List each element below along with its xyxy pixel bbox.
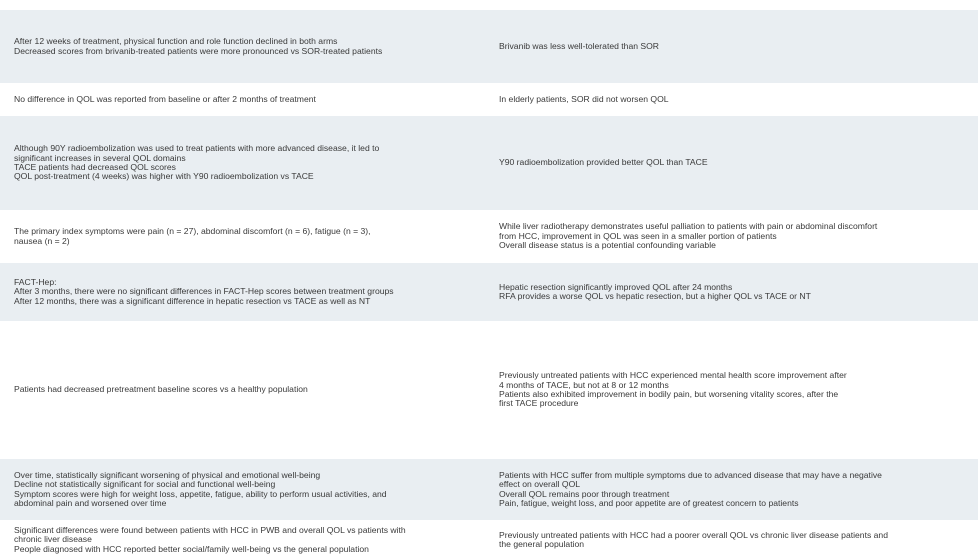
- cell-line: While liver radiotherapy demonstrates useful palliation to patients with pain or abdominal discomfort: [499, 221, 878, 232]
- cell-line: chronic liver disease: [14, 534, 92, 545]
- cell-line: Patients with HCC suffer from multiple symptoms due to advanced disease that may have a negative: [499, 469, 882, 480]
- conclusion-cell: [499, 42, 971, 51]
- table-row: [0, 83, 978, 116]
- findings-cell: [14, 144, 492, 182]
- cell-line: 4 months of TACE, but not at 8 or 12 months: [499, 379, 669, 390]
- cell-line: FACT-Hep:: [14, 276, 57, 287]
- cell-line: Overall QOL remains poor through treatment: [499, 488, 670, 499]
- cell-line: QOL post-treatment (4 weeks) was higher with Y90 radioembolization vs TACE: [14, 171, 314, 182]
- cell-line: Over time, statistically significant worsening of physical and emotional well-being: [14, 469, 321, 480]
- findings-cell: [14, 471, 492, 509]
- cell-line: effect on overall QOL: [499, 479, 581, 490]
- table-row: [0, 520, 978, 560]
- cell-line: Decreased scores from brivanib-treated patients were more pronounced vs SOR-treated patients: [14, 45, 383, 56]
- cell-line: Y90 radioembolization provided better QOL than TACE: [499, 157, 708, 168]
- cell-line: RFA provides a worse QOL vs hepatic resection, but a higher QOL vs TACE or NT: [499, 291, 811, 301]
- findings-cell: [14, 37, 492, 56]
- cell-line: first TACE procedure: [499, 398, 579, 409]
- conclusion-cell: [499, 471, 971, 509]
- cell-line: from HCC, improvement in QOL was seen in a smaller portion of patients: [499, 230, 777, 241]
- cell-line: TACE patients had decreased QOL scores: [14, 162, 176, 172]
- findings-cell: [14, 95, 492, 104]
- conclusion-cell: [499, 531, 971, 550]
- table-row: [0, 263, 978, 321]
- table-row: [0, 459, 978, 520]
- conclusion-cell: [499, 283, 971, 302]
- cell-line: People diagnosed with HCC reported better social/family well-being vs the general population: [14, 543, 369, 554]
- cell-line: nausea (n = 2): [14, 235, 70, 246]
- conclusion-cell: [499, 158, 971, 167]
- cell-line: After 12 months, there was a significant difference in hepatic resection vs TACE as well as NT: [14, 295, 371, 306]
- cell-line: Brivanib was less well-tolerated than SOR: [499, 40, 660, 51]
- conclusion-cell: [499, 222, 971, 250]
- cell-line: Symptom scores were high for weight loss, appetite, fatigue, ability to perform usual activities, and: [14, 488, 387, 499]
- findings-cell: [14, 227, 492, 246]
- table-row: [0, 116, 978, 210]
- cell-line: significant increases in several QOL domains: [14, 152, 186, 163]
- cell-line: Overall disease status is a potential confounding variable: [499, 240, 716, 251]
- conclusion-cell: [499, 371, 971, 409]
- cell-line: Although 90Y radioembolization was used to treat patients with more advanced disease, it led to: [14, 143, 380, 154]
- cell-line: After 12 weeks of treatment, physical function and role function declined in both arms: [14, 36, 338, 47]
- cell-line: Previously untreated patients with HCC experienced mental health score improvement after: [499, 370, 847, 381]
- cell-line: Patients also exhibited improvement in bodily pain, but worsening vitality scores, after the: [499, 389, 839, 399]
- findings-cell: [14, 385, 492, 394]
- cell-line: abdominal pain and worsened over time: [14, 497, 167, 508]
- cell-line: Pain, fatigue, weight loss, and poor appetite are of greatest concern to patients: [499, 497, 799, 508]
- cell-line: The primary index symptoms were pain (n = 27), abdominal discomfort (n = 6), fatigue (n = 3),: [14, 226, 371, 237]
- table-row: [0, 210, 978, 263]
- cell-line: Previously untreated patients with HCC had a poorer overall QOL vs chronic liver disease patients and: [499, 529, 888, 540]
- cell-line: Hepatic resection significantly improved QOL after 24 months: [499, 281, 733, 292]
- table-row: [0, 10, 978, 83]
- cell-line: Decline not statistically significant for social and functional well-being: [14, 479, 276, 490]
- table-row: [0, 321, 978, 459]
- cell-line: Patients had decreased pretreatment baseline scores vs a healthy population: [14, 384, 308, 395]
- cell-line: the general population: [499, 539, 585, 549]
- cell-line: In elderly patients, SOR did not worsen QOL: [499, 93, 669, 104]
- findings-cell: [14, 278, 492, 306]
- cell-line: No difference in QOL was reported from baseline or after 2 months of treatment: [14, 93, 316, 104]
- cell-line: After 3 months, there were no significant differences in FACT-Hep scores between treatment groups: [14, 286, 394, 297]
- conclusion-cell: [499, 95, 971, 104]
- findings-cell: [14, 526, 492, 554]
- cell-line: Significant differences were found between patients with HCC in PWB and overall QOL vs patients with: [14, 524, 406, 535]
